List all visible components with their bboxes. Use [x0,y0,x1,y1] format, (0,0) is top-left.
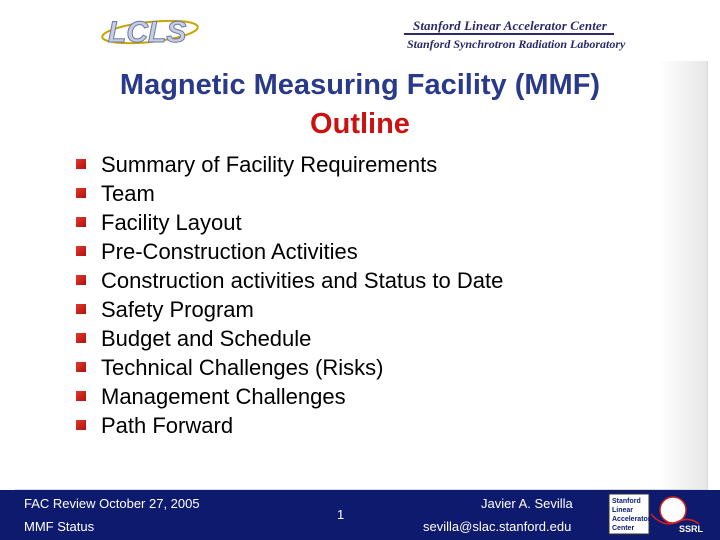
outline-item [76,295,503,324]
bullet-square-icon [76,188,86,198]
lcls-logo-text: LCLS [108,16,187,49]
slide-subtitle: Outline [310,108,410,140]
lcls-logo [100,8,210,52]
outline-item [76,411,503,440]
outline-item-text: Summary of Facility Requirements [101,152,438,177]
outline-item-text: Safety Program [101,297,254,322]
outline-item [76,179,503,208]
footer-email: sevilla@slac.stanford.edu [423,519,572,534]
bullet-square-icon [76,304,86,314]
bullet-square-icon [76,275,86,285]
outline-item [76,382,503,411]
outline-item [76,324,503,353]
footer-status: MMF Status [24,519,95,534]
slac-ssrl-logo [607,492,715,536]
outline-item [76,150,503,179]
lab-divider [404,33,614,35]
outline-list [76,150,503,440]
lab-name-ssrl: Stanford Synchrotron Radiation Laboratory [407,37,626,51]
bullet-square-icon [76,159,86,169]
bullet-square-icon [76,246,86,256]
logo-line-center: Center [612,525,635,532]
bullet-square-icon [76,420,86,430]
bullet-square-icon [76,391,86,401]
outline-item-text: Facility Layout [101,210,242,235]
lab-name-slac: Stanford Linear Accelerator Center [413,18,607,33]
bullet-square-icon [76,333,86,343]
bullet-square-icon [76,362,86,372]
outline-item [76,237,503,266]
outline-item-text: Pre-Construction Activities [101,239,358,264]
outline-item [76,208,503,237]
outline-item-text: Construction activities and Status to Date [101,268,504,293]
slide-title: Magnetic Measuring Facility (MMF) [119,69,601,101]
header [0,0,720,58]
logo-line-stanford: Stanford [612,498,641,505]
outline-item [76,266,503,295]
page-number: 1 [337,507,345,522]
outline-item-text: Management Challenges [101,384,346,409]
outline-item-text: Team [101,181,155,206]
logo-ssrl-text: SSRL [679,524,704,534]
logo-line-linear: Linear [612,507,634,514]
outline-item-text: Budget and Schedule [101,326,312,351]
logo-line-accelerator: Accelerator [612,516,651,523]
bullet-square-icon [76,217,86,227]
footer-author: Javier A. Sevilla [481,496,573,511]
outline-item-text: Technical Challenges (Risks) [101,355,384,380]
outline-item-text: Path Forward [101,413,234,438]
outline-item [76,353,503,382]
footer-review-date: FAC Review October 27, 2005 [24,496,200,511]
